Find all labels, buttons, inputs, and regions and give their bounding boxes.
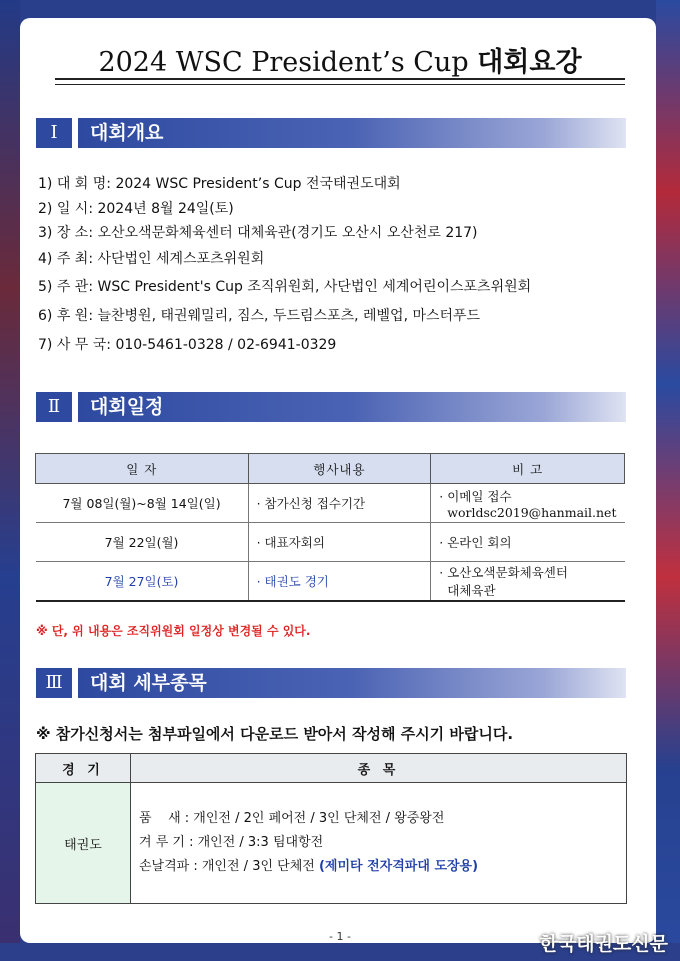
- overview-item-sponsors: 6) 후 원: 늘찬병원, 태권웨밀리, 짐스, 두드림스포츠, 레벨업, 마스터푸드: [38, 308, 481, 324]
- event-breaking: [139, 855, 625, 879]
- table-row: [36, 783, 627, 904]
- overview-item-host: 4) 주 최: 사단법인 세계스포츠위원회: [38, 251, 265, 267]
- event-kyorugi: 겨 루 기 : 개인전 / 3:3 팀대항전: [139, 835, 324, 850]
- column-header-note: 비 고: [431, 454, 625, 484]
- page-title: [55, 40, 625, 79]
- row-note-line: 대체육관: [447, 583, 496, 598]
- section-header-schedule: [36, 392, 626, 422]
- overview-item-organizer: 5) 주 관: WSC President's Cup 조직위원회, 사단법인 세계어린이스포츠위원회: [38, 279, 532, 295]
- column-header-event: 행사내용: [248, 454, 431, 484]
- section-number: Ⅱ: [36, 392, 72, 422]
- event-breaking-note: (제미타 전자격파대 도장용): [318, 859, 479, 874]
- event-poomsae: 품 새 : 개인전 / 2인 페어전 / 3인 단체전 / 왕중왕전: [139, 811, 445, 826]
- email-address: worldsc2019@hanmail.net: [447, 504, 617, 520]
- overview-item-office: 7) 사 무 국: 010-5461-0328 / 02-6941-0329: [38, 337, 337, 353]
- row-note: [431, 562, 625, 602]
- watermark-logo: 한국태권도신문: [539, 933, 668, 955]
- row-event: · 참가신청 접수기간: [248, 484, 431, 523]
- row-date: 7월 22일(월): [36, 523, 249, 562]
- events-header-row: [36, 754, 627, 783]
- overview-item-name: 1) 대 회 명: 2024 WSC President’s Cup 전국태권도대회: [38, 176, 401, 192]
- events-table: [35, 753, 627, 904]
- column-header-date: 일 자: [36, 454, 249, 484]
- section-number: Ⅲ: [36, 668, 72, 698]
- sport-name: 태권도: [36, 783, 131, 904]
- section-number: Ⅰ: [36, 118, 72, 148]
- table-row: [36, 562, 625, 602]
- column-header-sport: 경 기: [36, 754, 131, 783]
- table-row: [36, 484, 625, 523]
- row-date: 7월 08일(월)~8월 14일(일): [36, 484, 249, 523]
- row-note: · 온라인 회의: [431, 523, 625, 562]
- schedule-header-row: [36, 454, 625, 484]
- page-number: - 1 -: [329, 930, 351, 943]
- overview-item-date: 2) 일 시: 2024년 8월 24일(토): [38, 201, 234, 217]
- section-header-overview: [36, 118, 626, 148]
- schedule-table: [35, 453, 625, 602]
- row-note-line: · 오산오색문화체육센터: [439, 565, 568, 580]
- title-underline: [55, 78, 625, 85]
- column-header-category: 종 목: [131, 754, 627, 783]
- row-note: [431, 484, 625, 523]
- title-suffix: 대회요강: [477, 47, 582, 78]
- application-instruction: ※ 참가신청서는 첨부파일에서 다운로드 받아서 작성해 주시기 바랍니다.: [36, 725, 514, 743]
- event-list: [131, 783, 627, 904]
- background-deco-right: [656, 0, 680, 961]
- background-deco-left: [0, 0, 20, 961]
- section-title: 대회일정: [78, 392, 626, 422]
- schedule-change-note: ※ 단, 위 내용은 조직위원회 일정상 변경될 수 있다.: [36, 624, 311, 638]
- row-date: 7월 27일(토): [36, 562, 249, 602]
- title-text: 2024 WSC President’s Cup: [98, 47, 469, 78]
- event-breaking-text: 손날격파 : 개인전 / 3인 단체전: [139, 859, 315, 874]
- row-event: · 대표자회의: [248, 523, 431, 562]
- row-event: · 태권도 경기: [248, 562, 431, 602]
- overview-item-venue: 3) 장 소: 오산오색문화체육센터 대체육관(경기도 오산시 오산천로 217): [38, 225, 478, 241]
- section-header-events: [36, 668, 626, 698]
- table-row: [36, 523, 625, 562]
- section-title: 대회 세부종목: [78, 668, 626, 698]
- row-note-line: · 이메일 접수: [439, 488, 512, 504]
- section-title: 대회개요: [78, 118, 626, 148]
